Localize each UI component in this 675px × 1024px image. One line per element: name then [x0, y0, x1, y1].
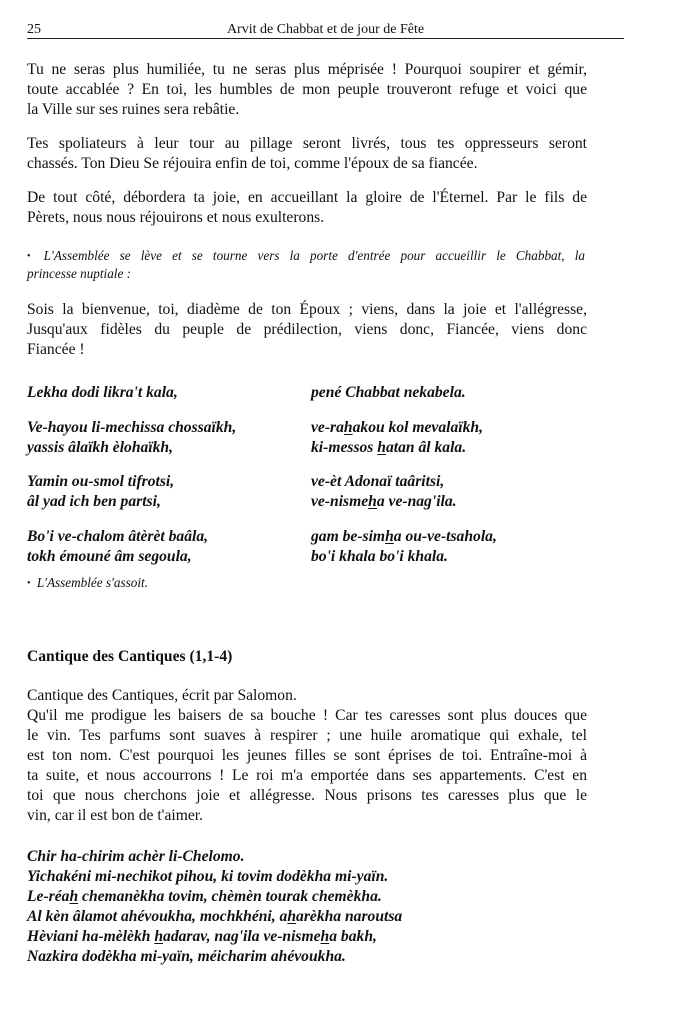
- paragraph-line: la Ville sur ses ruines sera rebâtie.: [27, 101, 240, 118]
- rubric-line: princesse nuptiale :: [27, 266, 132, 281]
- chir-transliteration: Chir ha-chirim achèr li-Chelomo. Yichakéni mi-nechikot pihou, ki tovim dodèkha mi-yaïn. Le-réah chemanèkha tovim, chèmèn tourak chemèkha. Al kèn âlamot ahévoukha, mochkhéni, aharèkha naroutsa Hèviani ha-mèlèkh hadarav, nag'ila ve-nismeha bakh, Nazkira dodèkha mi-yaïn, méicharim ahévoukha.: [27, 848, 403, 965]
- paragraph-line: Qu'il me prodigue les baisers de sa bouche ! Car tes caresses sont plus douces que: [27, 707, 587, 724]
- section-heading: Cantique des Cantiques (1,1-4): [27, 648, 233, 665]
- verse-left-1: Lekha dodi likra't kala,: [27, 384, 178, 401]
- paragraph-line: Fiancée !: [27, 341, 85, 358]
- page-header: [27, 22, 624, 39]
- paragraph-line: Tes spoliateurs à leur tour au pillage seront livrés, tous tes oppresseurs seront: [27, 135, 587, 152]
- running-title: Arvit de Chabbat et de jour de Fête: [226, 22, 425, 37]
- cantique-paragraph: [27, 686, 587, 826]
- paragraph-line: toute accablée ? En toi, les humbles de mon peuple trouveront refuge et voici que: [27, 81, 587, 98]
- verse-right-4: gam be-simha ou-ve-tsahola, bo'i khala bo'i khala.: [311, 528, 497, 565]
- page-number: 25: [27, 22, 41, 37]
- rubric-instruction-2: • L'Assemblée s'assoit.: [27, 575, 148, 590]
- paragraph-line: ta suite, et nous accourrons ! Le roi m'a emportée dans ses appartements. C'est en: [27, 767, 587, 784]
- paragraph-line: Jusqu'aux fidèles du peuple de prédilection, viens donc, Fiancée, viens donc: [27, 321, 587, 338]
- paragraph-line: toi que nous cherchons joie et allégresse. Nous prisons tes caresses plus que le: [27, 787, 587, 804]
- paragraph-line: Sois la bienvenue, toi, diadème de ton Époux ; viens, dans la joie et l'allégresse,: [27, 301, 587, 318]
- paragraph-line: le vin. Tes parfums sont suaves à respirer ; une huile aromatique qui exhale, tel: [27, 727, 587, 744]
- paragraph-2: [27, 134, 587, 174]
- paragraph-line: vin, car il est bon de t'aimer.: [27, 807, 204, 824]
- paragraph-3: [27, 188, 587, 228]
- paragraph-line: est ton nom. C'est pourquoi les jeunes filles se sont éprises de toi. Entraîne-moi à: [27, 747, 587, 764]
- rubric-instruction: [27, 247, 585, 282]
- paragraph-line: Tu ne seras plus humiliée, tu ne seras plus méprisée ! Pourquoi soupirer et gémir,: [27, 61, 587, 78]
- verse-left-2: Ve-hayou li-mechissa chossaïkh, yassis âlaïkh èlohaïkh,: [27, 419, 237, 456]
- paragraph-line: Pèrets, nous nous réjouirons et nous exulterons.: [27, 209, 325, 226]
- rubric-line: • L'Assemblée se lève et se tourne vers la porte d'entrée pour accueillir le Chabbat, la: [27, 248, 586, 263]
- verse-left-3: Yamin ou-smol tifrotsi, âl yad ich ben partsi,: [27, 473, 175, 510]
- verse-left-4: Bo'i ve-chalom âtèrèt baâla, tokh émouné âm segoula,: [27, 528, 209, 565]
- paragraph-1: [27, 60, 587, 120]
- paragraph-line: chassés. Ton Dieu Se réjouira enfin de toi, comme l'époux de sa fiancée.: [27, 155, 478, 172]
- cantique-intro: Cantique des Cantiques, écrit par Salomon.: [27, 687, 297, 704]
- welcome-paragraph: [27, 300, 587, 360]
- verse-right-3: ve-èt Adonaï taâritsi, ve-nismeha ve-nag'ila.: [311, 473, 457, 510]
- verse-right-2: ve-rahakou kol mevalaïkh, ki-messos hatan âl kala.: [311, 419, 483, 456]
- bullet-icon: •: [27, 251, 31, 262]
- bullet-icon: •: [27, 578, 31, 589]
- verse-right-1: pené Chabbat nekabela.: [311, 384, 466, 401]
- paragraph-line: De tout côté, débordera ta joie, en accueillant la gloire de l'Éternel. Par le fils de: [27, 189, 587, 206]
